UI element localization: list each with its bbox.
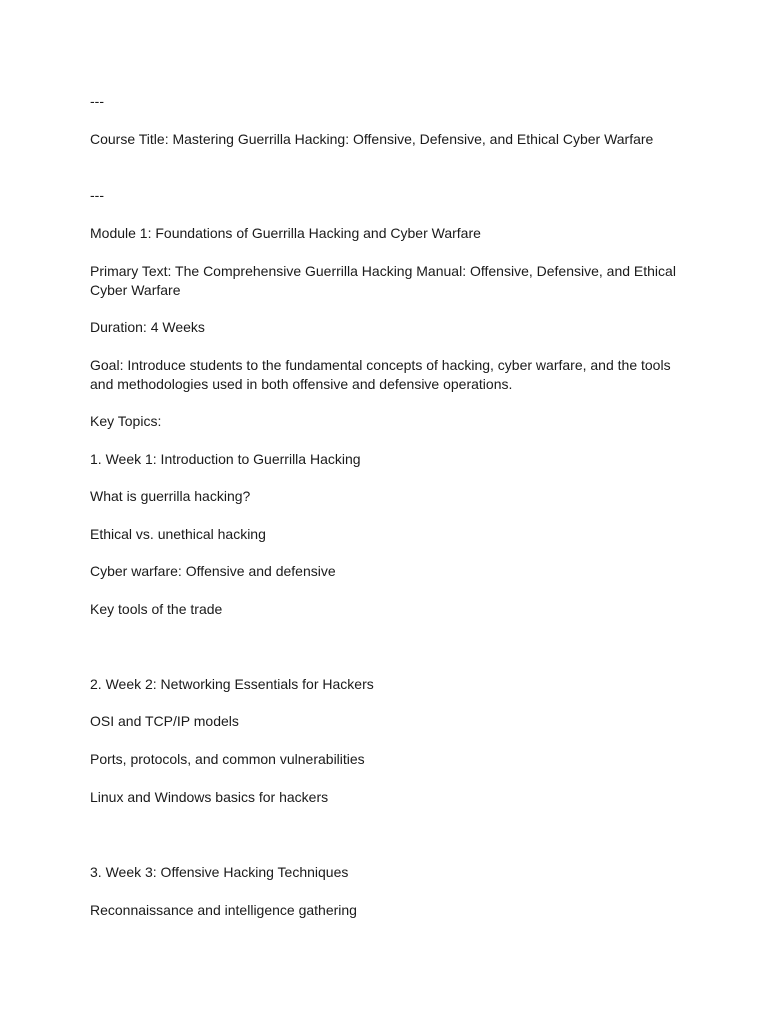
separator: ---	[90, 93, 104, 109]
goal: Goal: Introduce students to the fundamental concepts of hacking, cyber warfare, and the tools and methodologies used in both offensive and defensive operations.	[90, 357, 671, 392]
topic-item: Ports, protocols, and common vulnerabilities	[90, 751, 365, 767]
primary-text: Primary Text: The Comprehensive Guerrilla Hacking Manual: Offensive, Defensive, and Ethical Cyber Warfare	[90, 263, 676, 298]
topic-item: Ethical vs. unethical hacking	[90, 526, 266, 542]
topic-item: Key tools of the trade	[90, 601, 223, 617]
module-title: Module 1: Foundations of Guerrilla Hacking and Cyber Warfare	[90, 225, 481, 241]
topic-item: What is guerrilla hacking?	[90, 488, 251, 504]
topic-item: Reconnaissance and intelligence gathering	[90, 902, 357, 918]
topic-item: Cyber warfare: Offensive and defensive	[90, 563, 336, 579]
duration: Duration: 4 Weeks	[90, 319, 205, 335]
topic-item: Linux and Windows basics for hackers	[90, 789, 329, 805]
week-heading: 2. Week 2: Networking Essentials for Hackers	[90, 676, 374, 692]
key-topics-heading: Key Topics:	[90, 413, 162, 429]
separator: ---	[90, 187, 104, 203]
course-title: Course Title: Mastering Guerrilla Hacking: Offensive, Defensive, and Ethical Cyber Warfare	[90, 131, 654, 147]
week-heading: 3. Week 3: Offensive Hacking Techniques	[90, 864, 349, 880]
topic-item: OSI and TCP/IP models	[90, 713, 239, 729]
week-heading: 1. Week 1: Introduction to Guerrilla Hacking	[90, 451, 361, 467]
